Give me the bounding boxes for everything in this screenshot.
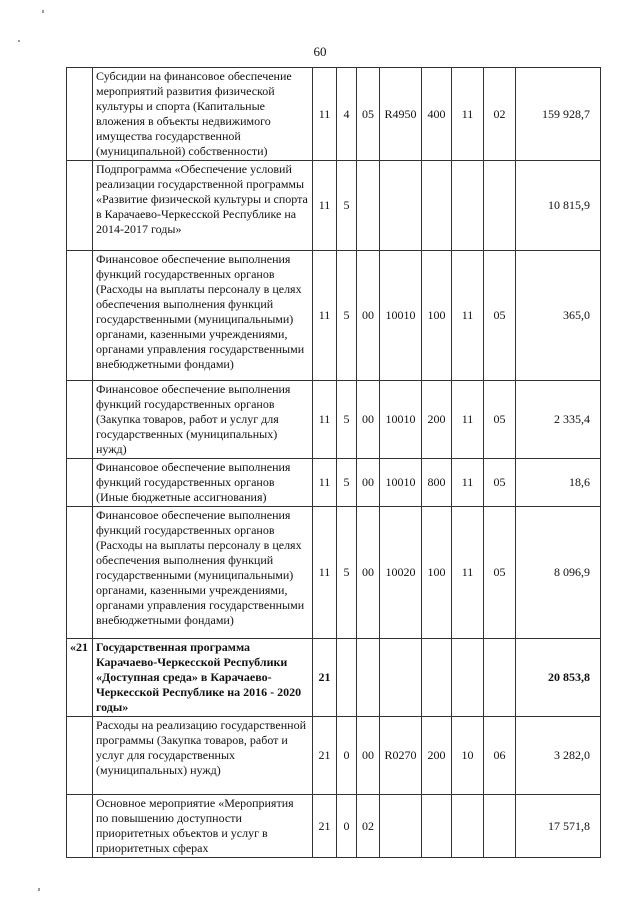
code-cell: 10010 [380,459,422,507]
code-cell: 21 [313,795,337,858]
code-cell: 5 [337,507,357,639]
description-cell: Расходы на реализацию государственной программы (Закупка товаров, работ и услуг для государственных (муниципальных) нужд) [93,717,313,795]
code-cell: 11 [313,161,337,251]
description-cell: Финансовое обеспечение выполнения функций государственных органов (Иные бюджетные ассигнования) [93,459,313,507]
description-cell: Основное мероприятие «Мероприятия по повышению доступности приоритетных объектов и услуг в приоритетных сферах [93,795,313,858]
row-number-cell [67,381,93,459]
amount-cell: 10 815,9 [516,161,601,251]
row-number-cell [67,68,93,161]
code-cell: R0270 [380,717,422,795]
row-number-cell [67,507,93,639]
code-cell [357,161,380,251]
code-cell: 5 [337,251,357,381]
amount-cell: 18,6 [516,459,601,507]
code-cell: R4950 [380,68,422,161]
table-row [67,639,601,717]
scan-mark [18,40,20,42]
code-cell: 21 [313,639,337,717]
code-cell: 11 [452,381,484,459]
code-cell [337,639,357,717]
code-cell: 11 [313,507,337,639]
code-cell: 05 [484,251,516,381]
table-row [67,161,601,251]
code-cell: 02 [484,68,516,161]
code-cell: 400 [422,68,452,161]
amount-cell: 17 571,8 [516,795,601,858]
code-cell [357,639,380,717]
row-number-cell [67,717,93,795]
code-cell: 11 [313,459,337,507]
code-cell [452,161,484,251]
table-row [67,795,601,858]
code-cell: 10010 [380,381,422,459]
code-cell: 0 [337,717,357,795]
row-number-cell [67,251,93,381]
code-cell: 05 [357,68,380,161]
table-row [67,68,601,161]
code-cell: 800 [422,459,452,507]
amount-cell: 3 282,0 [516,717,601,795]
code-cell [484,795,516,858]
table-row [67,381,601,459]
table-row [67,251,601,381]
code-cell [380,639,422,717]
code-cell: 00 [357,507,380,639]
code-cell: 05 [484,459,516,507]
code-cell: 11 [452,459,484,507]
amount-cell: 8 096,9 [516,507,601,639]
code-cell: 11 [313,68,337,161]
description-cell: Субсидии на финансовое обеспечение мероприятий развития физической культуры и спорта (Капитальные вложения в объекты недвижимого имущества государственной (муниципальной) собственности) [93,68,313,161]
code-cell: 00 [357,381,380,459]
description-cell: Финансовое обеспечение выполнения функций государственных органов (Расходы на выплаты персоналу в целях обеспечения выполнения функций государственными (муниципальными) органами, казенными учреждениями, органами управления государственными внебюджетными фондами) [93,507,313,639]
code-cell [422,795,452,858]
code-cell: 10020 [380,507,422,639]
code-cell: 200 [422,717,452,795]
code-cell [452,639,484,717]
code-cell: 11 [313,251,337,381]
code-cell: 100 [422,251,452,381]
code-cell: 5 [337,381,357,459]
code-cell: 10 [452,717,484,795]
description-cell: Государственная программа Карачаево-Черкесской Республики «Доступная среда» в Карачаево-Черкесской Республике на 2016 - 2020 годы» [93,639,313,717]
code-cell: 5 [337,161,357,251]
description-cell: Финансовое обеспечение выполнения функций государственных органов (Закупка товаров, работ и услуг для государственных (муниципальных) нужд) [93,381,313,459]
code-cell: 200 [422,381,452,459]
description-cell: Финансовое обеспечение выполнения функций государственных органов (Расходы на выплаты персоналу в целях обеспечения выполнения функций государственными (муниципальными) органами, казенными учреждениями, органами управления государственными внебюджетными фондами) [93,251,313,381]
code-cell: 0 [337,795,357,858]
table-row [67,459,601,507]
code-cell: 06 [484,717,516,795]
code-cell [484,161,516,251]
scan-mark [42,10,44,13]
code-cell: 00 [357,459,380,507]
page-number: 60 [313,44,327,59]
table-row [67,717,601,795]
code-cell [380,795,422,858]
code-cell [484,639,516,717]
code-cell [422,161,452,251]
budget-table [66,67,601,858]
amount-cell: 365,0 [516,251,601,381]
code-cell: 100 [422,507,452,639]
code-cell [422,639,452,717]
amount-cell: 2 335,4 [516,381,601,459]
code-cell: 10010 [380,251,422,381]
description-cell: Подпрограмма «Обеспечение условий реализации государственной программы «Развитие физической культуры и спорта в Карачаево-Черкесской Республике на 2014-2017 годы» [93,161,313,251]
code-cell: 00 [357,717,380,795]
code-cell: 11 [452,507,484,639]
row-number-cell [67,459,93,507]
code-cell: 4 [337,68,357,161]
code-cell [452,795,484,858]
row-number-cell: «21 [67,639,93,717]
code-cell: 11 [452,68,484,161]
amount-cell: 159 928,7 [516,68,601,161]
row-number-cell [67,795,93,858]
table-row [67,507,601,639]
code-cell: 5 [337,459,357,507]
code-cell: 05 [484,381,516,459]
code-cell: 21 [313,717,337,795]
code-cell: 05 [484,507,516,639]
amount-cell: 20 853,8 [516,639,601,717]
code-cell [380,161,422,251]
scan-mark [38,888,40,891]
row-number-cell [67,161,93,251]
code-cell: 00 [357,251,380,381]
code-cell: 11 [452,251,484,381]
code-cell: 11 [313,381,337,459]
code-cell: 02 [357,795,380,858]
